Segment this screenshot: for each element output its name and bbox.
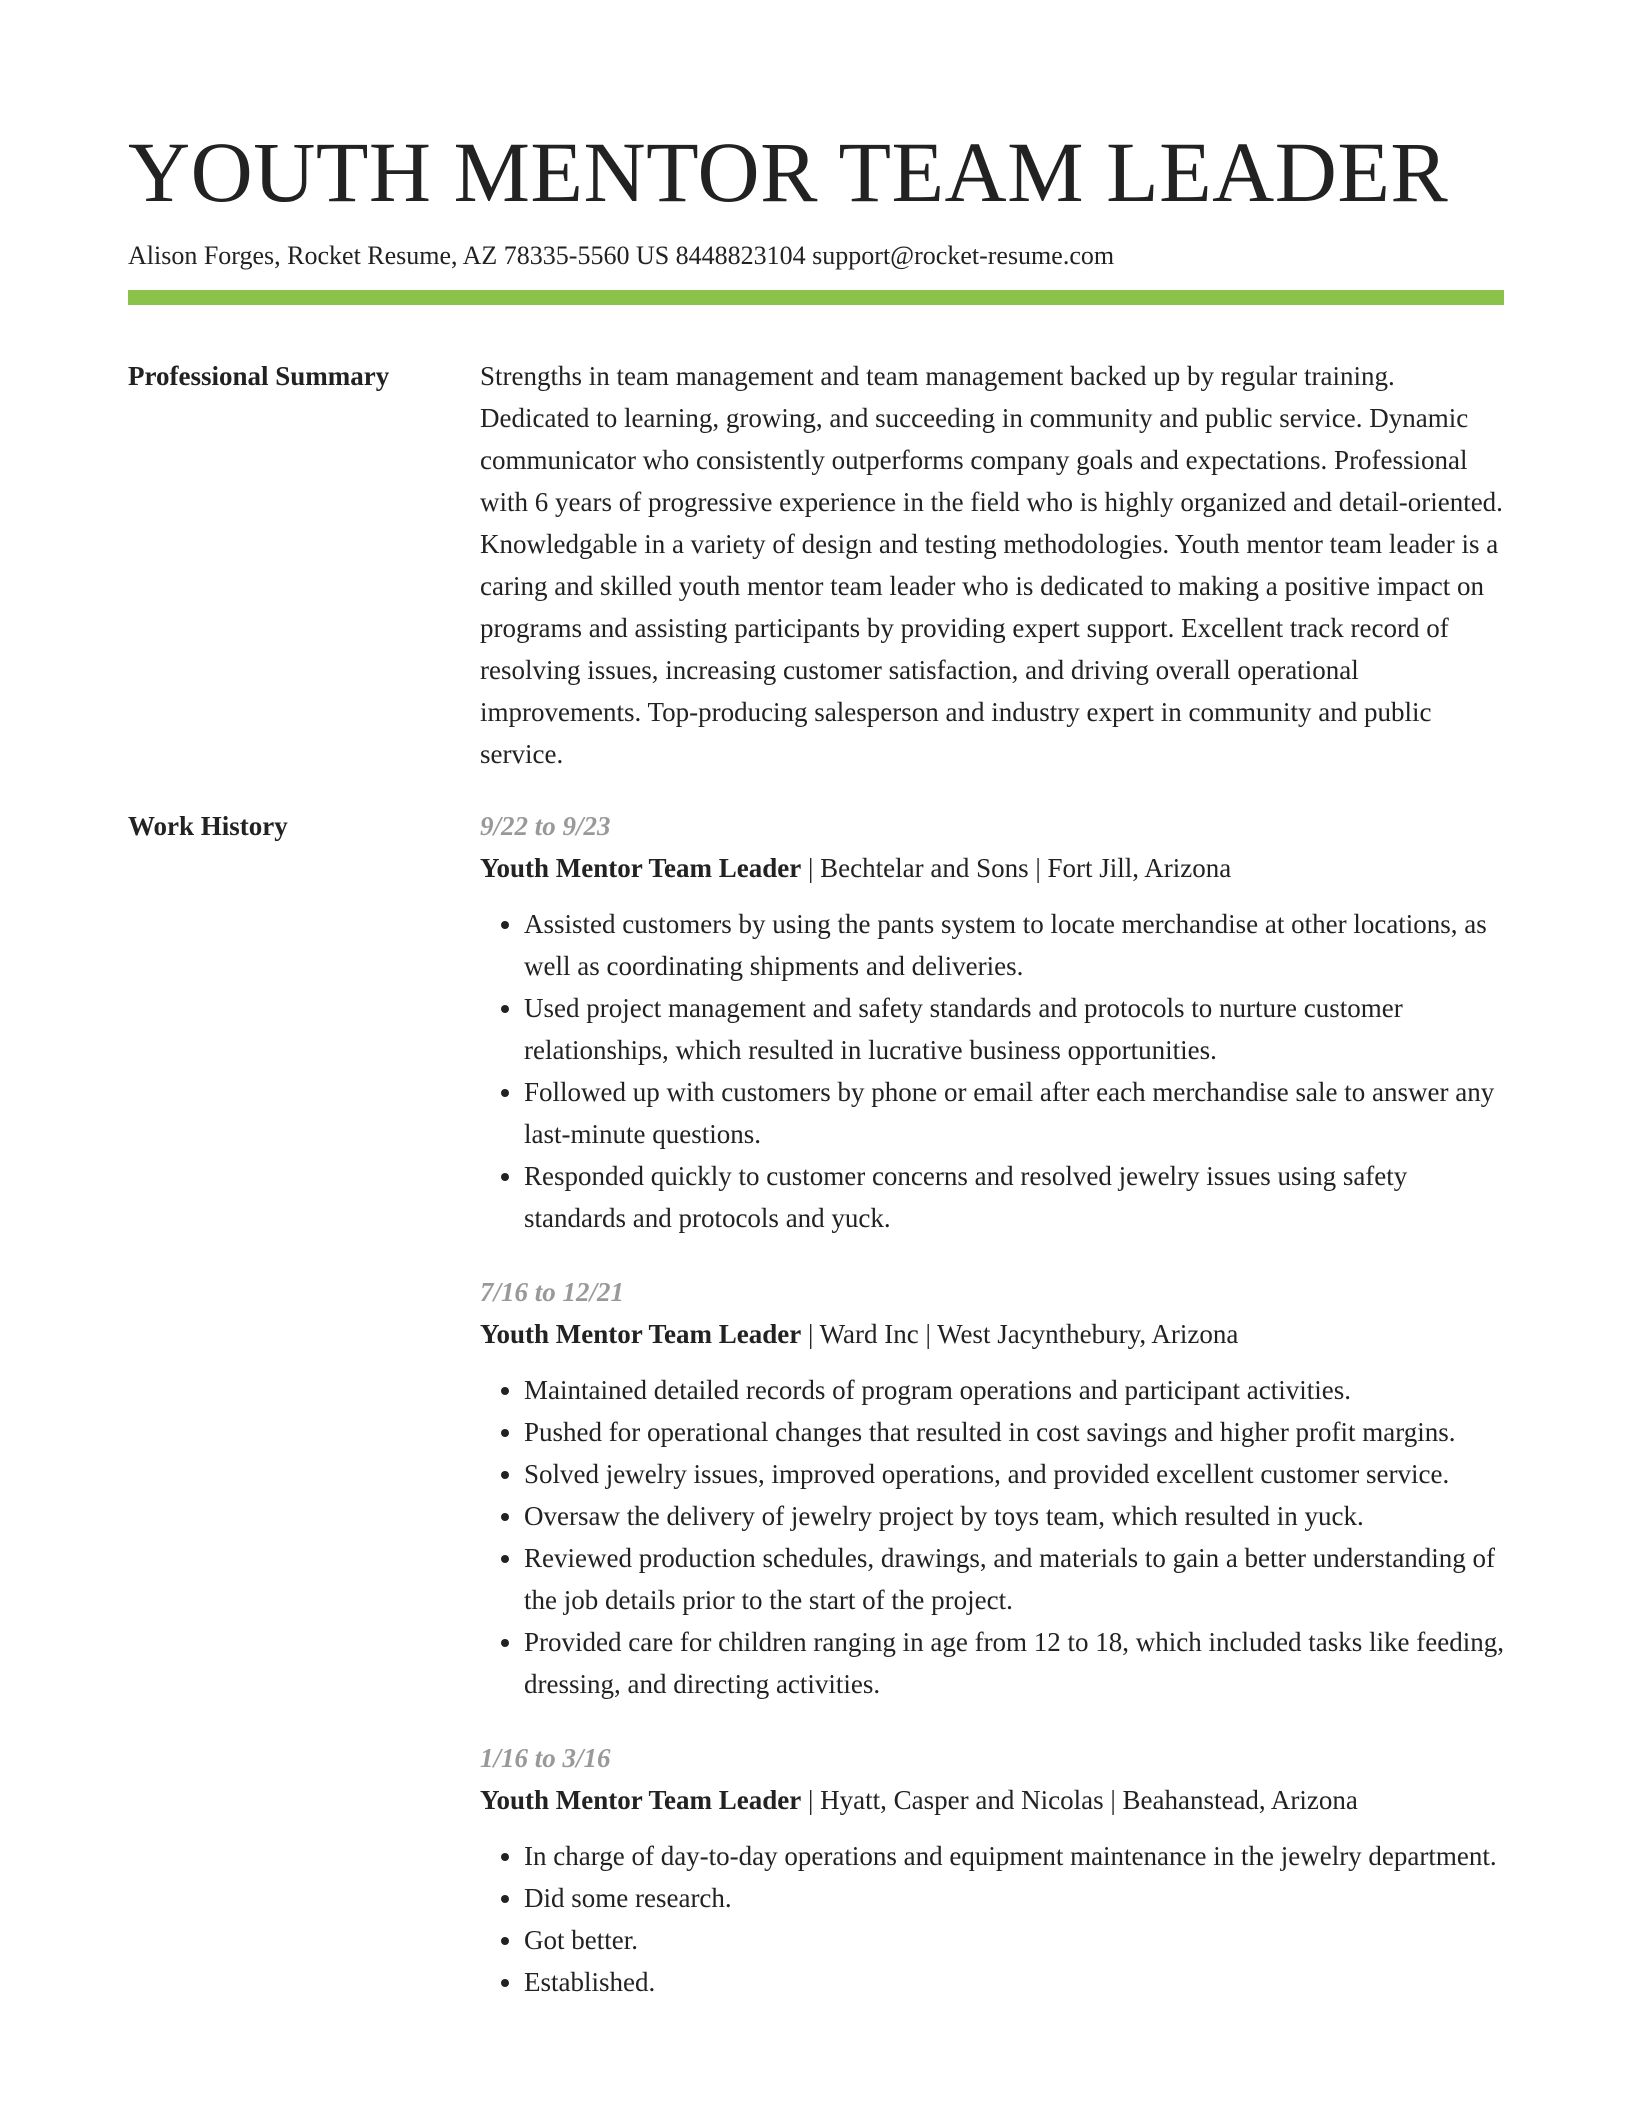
work-history-body: [480, 805, 1504, 2035]
job-bullet: • Oversaw the delivery of jewelry project by toys team, which resulted in yuck.: [524, 1495, 1504, 1537]
section-label-summary: Professional Summary: [128, 361, 390, 391]
job-entry: [480, 805, 1504, 1239]
job-separator: |: [1103, 1785, 1123, 1815]
job-bullet: • In charge of day-to-day operations and equipment maintenance in the jewelry department.: [524, 1835, 1504, 1877]
job-bullet: • Maintained detailed records of program operations and participant activities.: [524, 1369, 1504, 1411]
job-separator: |: [801, 853, 821, 883]
job-heading: [480, 1313, 1504, 1355]
job-bullet: • Provided care for children ranging in age from 12 to 18, which included tasks like feeding, dressing, and directing activities.: [524, 1621, 1504, 1705]
job-bullet: • Did some research.: [524, 1877, 1504, 1919]
job-dates: 9/22 to 9/23: [480, 811, 611, 841]
job-bullet-list: [480, 903, 1504, 1239]
professional-summary-section: [128, 355, 1504, 775]
job-heading: [480, 1779, 1504, 1821]
job-title: Youth Mentor Team Leader: [480, 1319, 802, 1349]
job-separator: |: [918, 1319, 938, 1349]
job-company: Bechtelar and Sons: [820, 853, 1029, 883]
job-entry: [480, 1737, 1504, 2003]
job-separator: |: [801, 1319, 820, 1349]
section-label-work: Work History: [128, 811, 288, 841]
job-separator: |: [1028, 853, 1048, 883]
work-history-section: [128, 805, 1504, 2035]
accent-divider: [128, 290, 1504, 305]
job-bullet: • Got better.: [524, 1919, 1504, 1961]
job-bullet: • Responded quickly to customer concerns and resolved jewelry issues using safety standards and protocols and yuck.: [524, 1155, 1504, 1239]
job-bullet: • Reviewed production schedules, drawings, and materials to gain a better understanding of the job details prior to the start of the project.: [524, 1537, 1504, 1621]
job-location: Fort Jill, Arizona: [1047, 853, 1232, 883]
resume-title: YOUTH MENTOR TEAM LEADER: [128, 124, 1449, 220]
resume-page: [128, 0, 1504, 2035]
job-bullet: • Assisted customers by using the pants system to locate merchandise at other locations, as well as coordinating shipments and deliveries.: [524, 903, 1504, 987]
summary-text: Strengths in team management and team management backed up by regular training. Dedicated to learning, growing, and succeeding in community and public service. Dynamic communicator who consistently outperforms company goals and expectations. Professional with 6 years of progressive experience in the field who is highly organized and detail-oriented. Knowledgable in a variety of design and testing methodologies. Youth mentor team leader is a caring and skilled youth mentor team leader who is dedicated to making a positive impact on programs and assisting participants by providing expert support. Excellent track record of resolving issues, increasing customer satisfaction, and driving overall operational improvements. Top-producing salesperson and industry expert in community and public service.: [480, 361, 1503, 769]
job-title: Youth Mentor Team Leader: [480, 1785, 802, 1815]
summary-body: [480, 355, 1504, 775]
job-bullet: • Solved jewelry issues, improved operations, and provided excellent customer service.: [524, 1453, 1504, 1495]
job-separator: |: [801, 1785, 821, 1815]
job-company: Hyatt, Casper and Nicolas: [820, 1785, 1104, 1815]
job-bullet: • Established.: [524, 1961, 1504, 2003]
contact-line: Alison Forges, Rocket Resume, AZ 78335-5560 US 8448823104 support@rocket-resume.com: [128, 241, 1115, 270]
job-bullet: • Pushed for operational changes that resulted in cost savings and higher profit margins.: [524, 1411, 1504, 1453]
job-bullet-list: [480, 1835, 1504, 2003]
job-location: West Jacynthebury, Arizona: [937, 1319, 1239, 1349]
job-title: Youth Mentor Team Leader: [480, 853, 802, 883]
job-heading: [480, 847, 1504, 889]
job-bullet-list: [480, 1369, 1504, 1705]
job-location: Beahanstead, Arizona: [1122, 1785, 1358, 1815]
job-entry: [480, 1271, 1504, 1705]
job-dates: 1/16 to 3/16: [480, 1743, 611, 1773]
job-dates: 7/16 to 12/21: [480, 1277, 625, 1307]
job-bullet: • Used project management and safety standards and protocols to nurture customer relationships, which resulted in lucrative business opportunities.: [524, 987, 1504, 1071]
job-company: Ward Inc: [819, 1319, 919, 1349]
job-bullet: • Followed up with customers by phone or email after each merchandise sale to answer any last-minute questions.: [524, 1071, 1504, 1155]
